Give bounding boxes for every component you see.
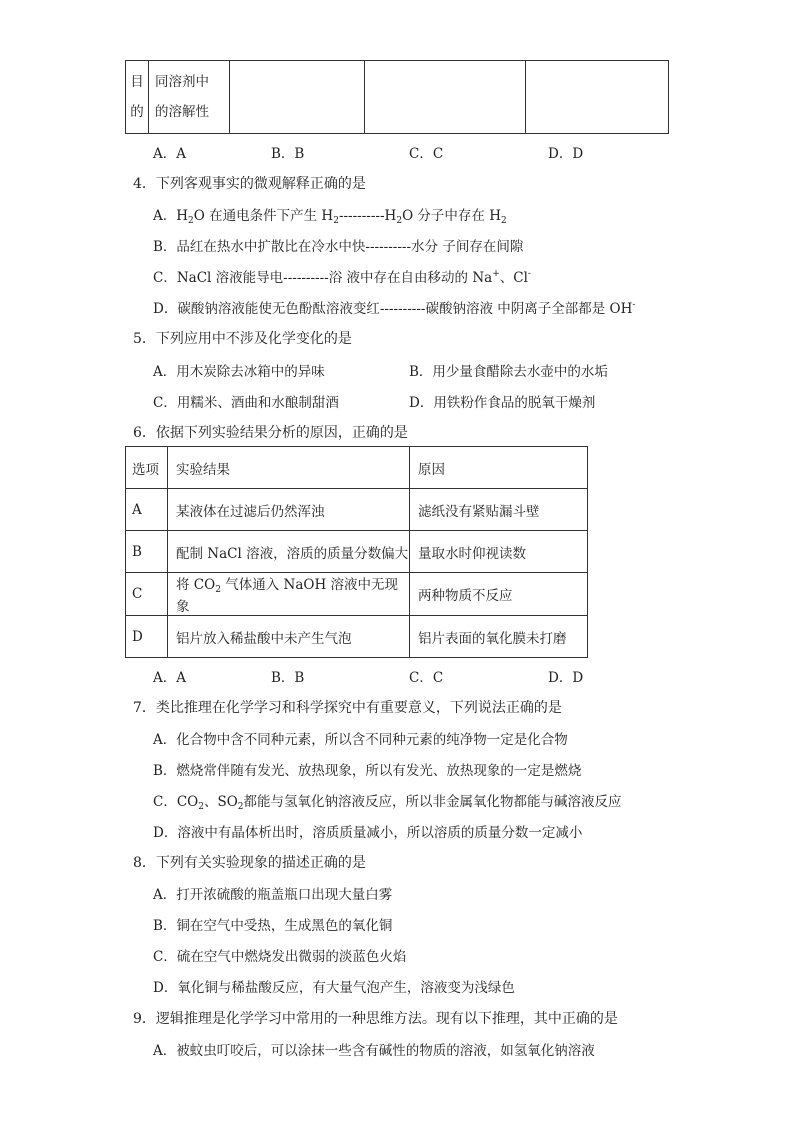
q6-table bbox=[125, 446, 588, 658]
q9-stem: 9．逻辑推理是化学学习中常用的一种思维方法。现有以下推理，其中正确的是 bbox=[133, 1011, 618, 1027]
empty-cell-2 bbox=[365, 61, 526, 134]
q7c-part2: 、SO bbox=[203, 794, 238, 810]
q4-option-d[interactable] bbox=[153, 297, 635, 317]
q6-row-a-result: 某液体在过滤后仍然浑浊 bbox=[168, 489, 410, 531]
q6-option-b[interactable]: B．B bbox=[271, 670, 305, 686]
q8-option-d[interactable]: D．氧化铜与稀盐酸反应，有大量气泡产生，溶液变为浅绿色 bbox=[153, 980, 515, 996]
q6-header-reason: 原因 bbox=[410, 447, 588, 489]
q4a-part3: ----------H bbox=[338, 208, 397, 224]
q6-option-c[interactable]: C．C bbox=[409, 670, 444, 686]
q4d-part1: D．碳酸钠溶液能使无色酚酞溶液变红----------碳酸钠溶液 中阴离子全部都是 OH bbox=[153, 301, 633, 317]
q4-option-a[interactable] bbox=[153, 204, 507, 226]
q4a-sub1: 2 bbox=[188, 216, 194, 226]
q4c-part1: C．NaCl 溶液能导电----------浴 液中存在自由移动的 Na bbox=[153, 270, 493, 286]
q4a-sub3: 2 bbox=[396, 216, 403, 226]
q4a-part2: O 在通电条件下产生 H bbox=[193, 208, 334, 224]
q7-option-a[interactable]: A．化合物中含不同种元素，所以含不同种元素的纯净物一定是化合物 bbox=[153, 732, 568, 748]
q4a-part4: O 分子中存在 H bbox=[402, 208, 501, 224]
table-row bbox=[126, 489, 588, 531]
q4-option-b[interactable]: B．品红在热水中扩散比在冷水中快----------水分 子间存在间隙 bbox=[153, 239, 524, 255]
q7c-part3: 都能与氢氧化钠溶液反应，所以非金属氧化物都能与碱溶液反应 bbox=[243, 794, 622, 810]
q4d-sup1: - bbox=[632, 300, 636, 310]
q4a-part1: A．H bbox=[153, 208, 189, 224]
q5-option-b[interactable]: B．用少量食醋除去水壶中的水垢 bbox=[409, 364, 608, 380]
table-row bbox=[126, 531, 588, 573]
q5-option-d[interactable]: D．用铁粉作食品的脱氧干燥剂 bbox=[409, 395, 596, 411]
q8-option-b[interactable]: B．铜在空气中受热，生成黑色的氧化铜 bbox=[153, 918, 393, 934]
q6-row-c-reason: 两种物质不反应 bbox=[410, 573, 588, 616]
q8-stem: 8．下列有关实验现象的描述正确的是 bbox=[133, 855, 366, 871]
q7c-part1: C．CO bbox=[153, 794, 199, 810]
q6-header-result: 实验结果 bbox=[168, 447, 410, 489]
q4a-sub4: 2 bbox=[501, 216, 507, 226]
q6-row-d-option: D bbox=[126, 616, 168, 658]
q8-option-a[interactable]: A．打开浓硫酸的瓶盖瓶口出现大量白雾 bbox=[153, 887, 393, 903]
q6-option-d[interactable]: D．D bbox=[548, 670, 584, 686]
q3-option-a[interactable]: A．A bbox=[153, 146, 186, 162]
purpose-line-2: 的溶解性 bbox=[155, 104, 209, 120]
q3-option-b[interactable]: B．B bbox=[271, 146, 305, 162]
q6-header-option: 选项 bbox=[126, 447, 168, 489]
q4c-part2: 、Cl bbox=[499, 270, 528, 286]
q6-row-d-reason: 铝片表面的氧化膜未打磨 bbox=[410, 616, 588, 658]
q4c-sup1: + bbox=[492, 269, 500, 279]
q6-row-a-option: A bbox=[126, 489, 168, 531]
q6c-part1: 将 CO bbox=[176, 577, 216, 593]
q6-row-a-reason: 滤纸没有紧贴漏斗壁 bbox=[410, 489, 588, 531]
q7-stem: 7．类比推理在化学学习和科学探究中有重要意义，下列说法正确的是 bbox=[133, 700, 562, 716]
q5-option-a[interactable]: A．用木炭除去冰箱中的异味 bbox=[153, 364, 325, 380]
q6-option-a[interactable]: A．A bbox=[153, 670, 186, 686]
empty-cell-1 bbox=[230, 61, 365, 134]
q6-row-b-option: B bbox=[126, 531, 168, 573]
q3-option-d[interactable]: D．D bbox=[548, 146, 584, 162]
q4a-sub2: 2 bbox=[333, 216, 339, 226]
purpose-cell bbox=[149, 61, 230, 134]
q5-stem: 5．下列应用中不涉及化学变化的是 bbox=[133, 331, 352, 347]
q6-row-b-reason: 量取水时仰视读数 bbox=[410, 531, 588, 573]
table-row bbox=[126, 616, 588, 658]
q4c-sup2: - bbox=[527, 269, 531, 279]
empty-cell-3 bbox=[526, 61, 669, 134]
q7-option-b[interactable]: B．燃烧常伴随有发光、放热现象，所以有发光、放热现象的一定是燃烧 bbox=[153, 763, 582, 779]
q9-option-a[interactable]: A．被蚊虫叮咬后，可以涂抹一些含有碱性的物质的溶液，如氢氧化钠溶液 bbox=[153, 1043, 595, 1059]
q6c-sub: 2 bbox=[215, 585, 221, 595]
q7c-sub2: 2 bbox=[237, 802, 244, 812]
q7-option-d[interactable]: D．溶液中有晶体析出时，溶质质量减小，所以溶质的质量分数一定减小 bbox=[153, 825, 583, 841]
q6-row-c-result bbox=[168, 573, 410, 616]
q3-option-c[interactable]: C．C bbox=[409, 146, 444, 162]
q6-row-c-option: C bbox=[126, 573, 168, 616]
q8-option-c[interactable]: C．硫在空气中燃烧发出微弱的淡蓝色火焰 bbox=[153, 949, 407, 965]
q5-option-c[interactable]: C．用糯米、酒曲和水酿制甜酒 bbox=[153, 395, 339, 411]
q6-row-d-result: 铝片放入稀盐酸中未产生气泡 bbox=[168, 616, 410, 658]
row-header-char-2: 的 bbox=[130, 104, 144, 120]
q4-option-c[interactable] bbox=[153, 266, 531, 286]
q4-stem: 4．下列客观事实的微观解释正确的是 bbox=[133, 176, 366, 192]
table-purpose-fragment bbox=[125, 60, 669, 134]
row-header-cell bbox=[126, 61, 149, 134]
table-row bbox=[126, 573, 588, 616]
q7c-sub1: 2 bbox=[198, 802, 204, 812]
q7-option-c[interactable] bbox=[153, 790, 622, 812]
q6-row-b-result: 配制 NaCl 溶液，溶质的质量分数偏大 bbox=[168, 531, 410, 573]
q6-stem: 6．依据下列实验结果分析的原因，正确的是 bbox=[133, 425, 408, 441]
q6c-part2: 气体通入 NaOH 溶液中无现象 bbox=[176, 577, 399, 615]
row-header-char-1: 目 bbox=[130, 74, 144, 90]
purpose-line-1: 同溶剂中 bbox=[155, 74, 209, 90]
